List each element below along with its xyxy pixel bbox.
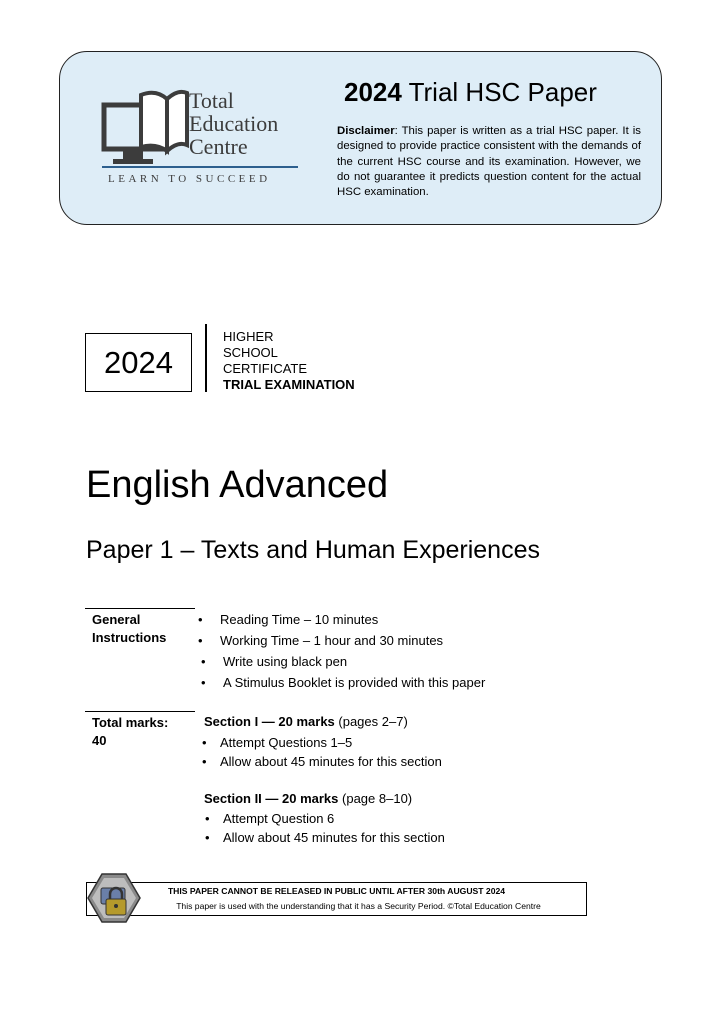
padlock-icon: [86, 870, 142, 926]
certificate-line-3: CERTIFICATE: [223, 361, 308, 376]
disclaimer-label: Disclaimer: [337, 125, 395, 137]
section-1-bold: Section I — 20 marks: [204, 714, 335, 729]
paper-title-text: Trial HSC Paper: [408, 77, 597, 107]
general-instructions-label: [92, 611, 166, 647]
list-item: • Attempt Question 6: [205, 809, 445, 828]
general-instructions-list: [198, 609, 486, 693]
release-notice: THIS PAPER CANNOT BE RELEASED IN PUBLIC UNTIL AFTER 30th AUGUST 2024: [167, 886, 506, 896]
vertical-divider: [205, 324, 207, 392]
list-item: • Working Time – 1 hour and 30 minutes: [198, 630, 482, 651]
logo-line-3: Centre: [189, 134, 248, 159]
general-rule: [85, 608, 195, 609]
disclaimer-text: : This paper is written as a trial HSC paper. It is designed to provide practice consistent with the demands of the current HSC course and its examination. However, we do not guarantee it predicts question content for the actual HSC examination.: [337, 125, 641, 199]
list-item: • Write using black pen: [201, 651, 485, 672]
logo-line-1: Total: [189, 88, 234, 113]
paper-title-year: 2024: [344, 77, 402, 107]
section-2-bold: Section II — 20 marks: [204, 791, 339, 806]
certificate-line-1: HIGHER: [223, 329, 274, 344]
list-item: • Reading Time – 10 minutes: [198, 609, 482, 630]
total-marks-value: 40: [92, 733, 107, 748]
list-item: • Allow about 45 minutes for this section: [202, 752, 442, 771]
section-1-list: [202, 733, 442, 771]
general-label-line-2: Instructions: [92, 630, 167, 645]
section-2-pages: (page 8–10): [338, 791, 413, 806]
subject-title: English Advanced: [86, 464, 389, 506]
section-1-heading: [204, 713, 408, 731]
logo-line-2: Education: [189, 111, 279, 136]
exam-year-box: 2024: [85, 333, 192, 392]
logo-wordmark: [189, 89, 278, 158]
list-item: • Attempt Questions 1–5: [202, 733, 442, 752]
marks-rule: [85, 711, 195, 712]
logo-tagline: LEARN TO SUCCEED: [108, 173, 271, 185]
section-2-heading: [204, 790, 412, 808]
paper-title: [344, 77, 597, 108]
security-period-notice: This paper is used with the understanding that it has a Security Period. ©Total Education Centre: [176, 901, 541, 911]
logo-divider: [102, 166, 298, 168]
certificate-line-2: SCHOOL: [223, 345, 278, 360]
list-item: • Allow about 45 minutes for this section: [205, 828, 445, 847]
total-marks-line-1: Total marks:: [92, 715, 169, 730]
section-2-list: [205, 809, 445, 847]
disclaimer: [337, 124, 641, 200]
trial-examination-label: TRIAL EXAMINATION: [223, 377, 355, 392]
general-label-line-1: General: [92, 612, 141, 627]
section-1-pages: (pages 2–7): [334, 714, 408, 729]
total-marks-label: [92, 714, 168, 750]
paper-name: Paper 1 – Texts and Human Experiences: [86, 536, 540, 564]
list-item: • A Stimulus Booklet is provided with this paper: [201, 672, 485, 693]
certificate-block: [223, 329, 355, 393]
